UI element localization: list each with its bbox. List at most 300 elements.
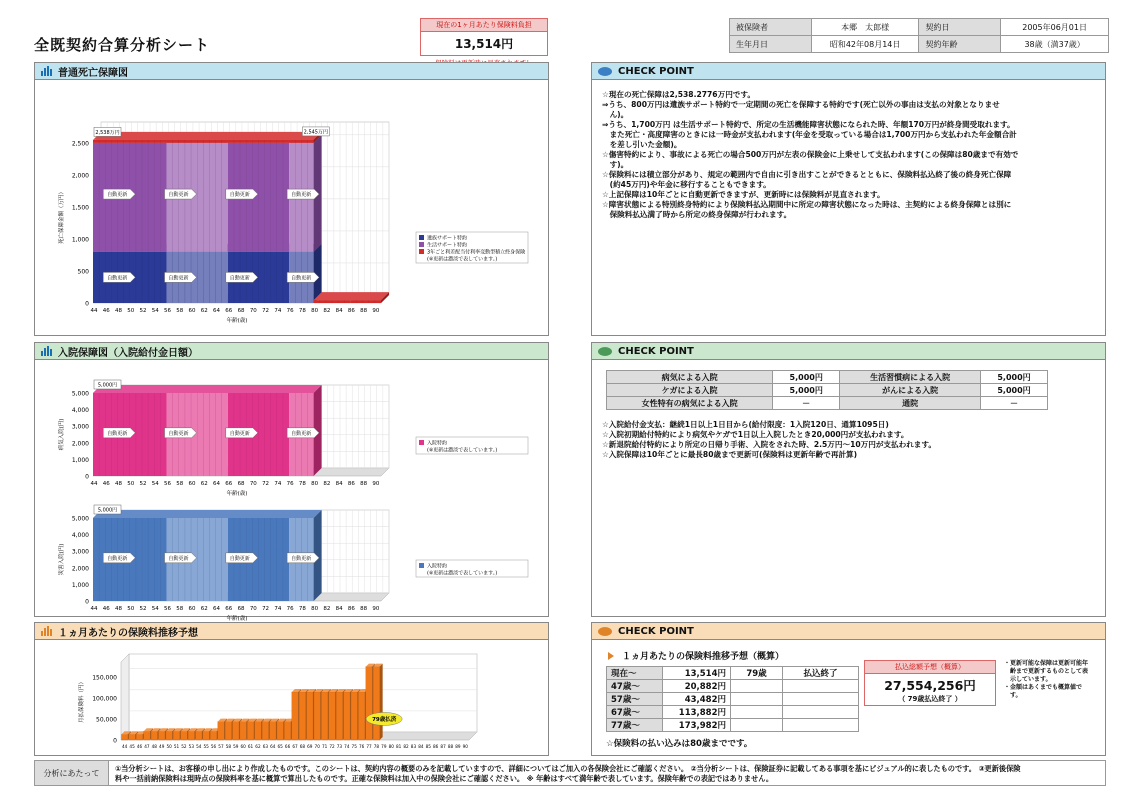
legend-label: 入院特約 — [427, 563, 448, 570]
total-premium-note: （ 79歳払込終了 ） — [898, 695, 962, 703]
x-tick-label: 89 — [455, 744, 461, 749]
premium-bar — [159, 731, 165, 740]
info-value-contract-date: 2005年06月01日 — [1001, 19, 1109, 36]
death-coverage-title: 普通死亡保障図 — [58, 67, 128, 79]
check-point-text-2 — [592, 410, 1105, 460]
forecast-age: 57歳～ — [607, 693, 663, 706]
forecast-end-label — [783, 693, 859, 706]
x-tick-label: 90 — [462, 744, 468, 749]
premium-bar — [277, 722, 283, 740]
y-axis-label: 死亡保障金額（万円） — [59, 188, 65, 245]
x-tick-label: 46 — [102, 481, 110, 487]
forecast-end-age — [731, 706, 783, 719]
total-premium-value: 27,554,256円 — [884, 678, 976, 693]
x-tick-label: 60 — [188, 606, 196, 612]
check-point-icon — [598, 627, 612, 636]
premium-bar — [122, 734, 128, 740]
x-tick-label: 52 — [139, 606, 147, 612]
legend-note: (※更新は濃淡で表しています。) — [427, 570, 498, 577]
x-tick-label: 88 — [360, 308, 368, 314]
x-axis-label: 年齢(歳) — [226, 616, 248, 622]
legend-label: 入院特約 — [427, 440, 448, 447]
renewal-label: 自動更新 — [168, 275, 189, 282]
side-note-line: す。 — [1004, 692, 1022, 699]
premium-bar — [344, 692, 350, 740]
x-tick-label: 62 — [200, 308, 208, 314]
y-tick-label: 500 — [77, 268, 89, 276]
renewal-label: 自動更新 — [168, 430, 189, 437]
x-tick-label: 80 — [311, 606, 319, 612]
x-tick-label: 86 — [347, 481, 355, 487]
info-value-contract-age: 38歳（満37歳） — [1001, 36, 1109, 53]
x-tick-label: 50 — [127, 308, 135, 314]
paid-up-callout-label: 79歳払済 — [372, 717, 397, 724]
x-tick-label: 88 — [360, 606, 368, 612]
table-cell-value: 5,000円 — [981, 371, 1048, 384]
y-tick-label: 100,000 — [92, 695, 117, 703]
accident-hospitalization-chart — [35, 491, 548, 622]
x-tick-label: 70 — [314, 744, 320, 749]
x-tick-label: 78 — [298, 606, 306, 612]
current-premium-label: 現在の1ヶ月あたり保険料負担 — [420, 18, 548, 32]
x-tick-label: 78 — [298, 481, 306, 487]
info-label-birthdate: 生年月日 — [730, 36, 812, 53]
x-tick-label: 46 — [102, 606, 110, 612]
x-tick-label: 53 — [188, 744, 195, 749]
triangle-bullet-icon — [608, 652, 614, 660]
forecast-end-age — [731, 680, 783, 693]
legend-label: 遺族サポート特約 — [427, 235, 468, 242]
x-tick-label: 59 — [233, 744, 239, 749]
x-tick-label: 72 — [329, 744, 335, 749]
premium-bar — [144, 731, 150, 740]
x-tick-label: 87 — [440, 744, 446, 749]
check-point-line: ☆入院初期給付特約により病気やケガで1日以上入院したとき20,000円が支払われます。 — [602, 430, 909, 439]
x-tick-label: 54 — [151, 481, 159, 487]
check-point-line: ☆保険料には積立部分があり、規定の範囲内で自由に引き出すことができるとともに、保険料払込終了後の終身死亡保障 — [602, 170, 1012, 179]
x-tick-label: 55 — [203, 744, 209, 749]
x-tick-label: 64 — [270, 744, 276, 749]
premium-bar — [336, 692, 342, 740]
value-annotation: 5,000円 — [97, 507, 118, 514]
hospitalization-title: 入院保障図（入院給付金日額） — [58, 347, 198, 359]
check-point-line: ☆新退院給付特約により所定の日帰り手術、入院をされた時、2.5万円～10万円が支払われます。 — [602, 440, 936, 449]
bar-chart-icon — [41, 66, 52, 76]
x-tick-label: 64 — [213, 481, 221, 487]
forecast-amount: 43,482円 — [663, 693, 731, 706]
x-tick-label: 76 — [286, 308, 294, 314]
monthly-premium-panel — [34, 622, 549, 756]
death-coverage-header — [35, 63, 548, 80]
x-axis-label: 年齢(歳) — [226, 491, 248, 497]
x-tick-label: 68 — [237, 308, 245, 314]
total-premium-box — [864, 660, 996, 706]
premium-bar — [233, 722, 239, 740]
x-tick-label: 84 — [418, 744, 424, 749]
bar-chart-icon — [41, 346, 52, 356]
premium-bar — [270, 722, 276, 740]
premium-bar — [166, 731, 172, 740]
illness-hospitalization-chart — [35, 360, 548, 497]
y-tick-label: 0 — [85, 300, 89, 308]
footer-line: ①当分析シートは、お客様の申し出により作成したものです。このシートは、契約内容の概要のみを記載していますので、詳細についてはご加入の各保険会社にご確認ください。 ②当分析シートは、保険証券に記載してある事項を基にビジュアル的に表したものです。 ③更新後保険 — [115, 764, 1021, 773]
forecast-end-age: 79歳 — [731, 667, 783, 680]
y-tick-label: 3,000 — [71, 548, 89, 556]
x-tick-label: 73 — [336, 744, 343, 749]
premium-bar — [196, 731, 202, 740]
premium-bar — [218, 722, 224, 740]
series-top-face — [314, 292, 389, 300]
y-axis-label: 災害入院(円) — [59, 543, 65, 576]
check-point-header-1 — [592, 63, 1105, 80]
x-tick-label: 74 — [344, 744, 350, 749]
legend-swatch — [419, 440, 424, 445]
premium-bar — [284, 722, 290, 740]
y-tick-label: 0 — [85, 598, 89, 606]
legend-label: 生活サポート特約 — [427, 242, 468, 249]
x-tick-label: 86 — [347, 308, 355, 314]
info-label-contract-date: 契約日 — [919, 19, 1001, 36]
premium-bar — [307, 692, 313, 740]
x-tick-label: 64 — [213, 606, 221, 612]
y-tick-label: 150,000 — [92, 674, 117, 682]
x-tick-label: 63 — [262, 744, 269, 749]
x-tick-label: 69 — [307, 744, 313, 749]
renewal-label: 自動更新 — [229, 430, 250, 437]
chart-side-wall — [121, 654, 129, 740]
legend-note: (※更新は濃淡で表しています。) — [427, 447, 498, 454]
x-tick-label: 61 — [247, 744, 254, 749]
x-tick-label: 72 — [262, 308, 270, 314]
forecast-end-label — [783, 680, 859, 693]
x-tick-label: 84 — [335, 606, 343, 612]
x-tick-label: 56 — [210, 744, 217, 749]
x-tick-label: 88 — [447, 744, 454, 749]
forecast-end-age — [731, 719, 783, 732]
table-row — [607, 397, 1048, 410]
x-tick-label: 74 — [274, 308, 282, 314]
x-tick-label: 66 — [225, 481, 233, 487]
death-coverage-panel — [34, 62, 549, 336]
x-tick-label: 45 — [129, 744, 135, 749]
y-tick-label: 2,000 — [71, 565, 89, 573]
x-tick-label: 82 — [323, 481, 331, 487]
premium-forecast-subtitle-text: １ヵ月あたりの保険料推移予想（概算） — [622, 652, 785, 662]
renewal-label: 自動更新 — [107, 555, 128, 562]
x-tick-label: 80 — [311, 481, 319, 487]
y-tick-label: 1,500 — [71, 204, 89, 212]
side-note-line: 示しています。 — [1004, 676, 1052, 683]
x-tick-label: 85 — [425, 744, 431, 749]
table-row — [607, 719, 859, 732]
x-tick-label: 65 — [277, 744, 283, 749]
x-tick-label: 48 — [115, 606, 123, 612]
premium-bar — [314, 692, 320, 740]
renewal-label: 自動更新 — [107, 275, 128, 282]
x-tick-label: 44 — [90, 606, 98, 612]
x-tick-label: 58 — [176, 481, 184, 487]
forecast-age: 67歳～ — [607, 706, 663, 719]
x-tick-label: 90 — [372, 481, 380, 487]
monthly-premium-header — [35, 623, 548, 640]
x-tick-label: 90 — [372, 606, 380, 612]
premium-forecast-table — [606, 666, 859, 732]
x-tick-label: 57 — [218, 744, 224, 749]
x-tick-label: 68 — [237, 481, 245, 487]
x-tick-label: 56 — [164, 308, 172, 314]
premium-bar — [262, 722, 268, 740]
premium-footnote: ☆保険料の払い込みは80歳までです。 — [606, 739, 753, 749]
legend-label: 3年ごと利差配当付利率変動型積立終身保険 — [427, 249, 526, 256]
x-tick-label: 72 — [262, 481, 270, 487]
forecast-end-label — [783, 706, 859, 719]
check-point-header-2 — [592, 343, 1105, 360]
x-tick-label: 44 — [90, 308, 98, 314]
forecast-amount: 173,982円 — [663, 719, 731, 732]
side-note-line: ・金額はあくまでも概算値で — [1004, 684, 1083, 691]
table-row — [607, 693, 859, 706]
legend-note: (※更新は濃淡で表しています。) — [427, 256, 498, 263]
check-point-line: ⇒うち、800万円は遺族サポート特約で一定期間の死亡を保障する特約です(死亡以外の事由は支払の対象となりませ — [602, 100, 1000, 109]
premium-bar — [247, 722, 253, 740]
renewal-label: 自動更新 — [168, 555, 189, 562]
y-tick-label: 0 — [113, 737, 117, 745]
renewal-label: 自動更新 — [229, 275, 250, 282]
x-tick-label: 76 — [286, 606, 294, 612]
y-tick-label: 2,000 — [71, 440, 89, 448]
x-tick-label: 86 — [347, 606, 355, 612]
check-point-line: ☆上記保障は10年ごとに自動更新できますが、更新時には保険料が見直されます。 — [602, 190, 885, 199]
forecast-age: 現在～ — [607, 667, 663, 680]
x-tick-label: 60 — [188, 308, 196, 314]
x-tick-label: 72 — [262, 606, 270, 612]
x-tick-label: 48 — [115, 481, 123, 487]
side-note-line: 齢まで更新するものとして表 — [1004, 668, 1089, 675]
premium-bar — [240, 722, 246, 740]
table-row — [607, 706, 859, 719]
premium-bar — [129, 734, 135, 740]
forecast-age: 47歳～ — [607, 680, 663, 693]
x-tick-label: 54 — [196, 744, 202, 749]
total-premium-label: 払込総額予想（概算） — [864, 660, 996, 674]
table-cell-label: 通院 — [840, 397, 981, 410]
renewal-label: 自動更新 — [229, 555, 250, 562]
legend-swatch — [419, 235, 424, 240]
check-point-icon — [598, 347, 612, 356]
x-tick-label: 77 — [366, 744, 372, 749]
x-tick-label: 76 — [286, 481, 294, 487]
x-tick-label: 50 — [166, 744, 172, 749]
total-premium-value-box — [864, 674, 996, 706]
x-tick-label: 70 — [249, 308, 257, 314]
x-tick-label: 78 — [298, 308, 306, 314]
death-coverage-chart — [35, 80, 548, 335]
table-cell-value: 5,000円 — [981, 384, 1048, 397]
premium-bar — [136, 734, 142, 740]
check-point-line: ☆入院給付金支払：継続1日以上1日目から(給付限度：1入院120日、通算1095日) — [602, 420, 889, 429]
x-tick-label: 52 — [181, 744, 187, 749]
table-cell-value: 5,000円 — [773, 384, 840, 397]
premium-bar — [225, 722, 231, 740]
forecast-side-notes — [1004, 660, 1110, 700]
x-tick-label: 48 — [151, 744, 157, 749]
table-row — [607, 667, 859, 680]
x-tick-label: 56 — [164, 481, 172, 487]
y-axis-label: 病気入院(円) — [59, 418, 65, 451]
y-axis-label: 月払保険料（円） — [79, 678, 85, 724]
table-cell-label: 病気による入院 — [607, 371, 773, 384]
premium-bar — [351, 692, 357, 740]
table-row — [730, 19, 1109, 36]
y-tick-label: 2,500 — [71, 140, 89, 148]
y-tick-label: 4,000 — [71, 532, 89, 540]
x-tick-label: 90 — [372, 308, 380, 314]
info-value-birthdate: 昭和42年08月14日 — [811, 36, 919, 53]
x-tick-label: 58 — [176, 308, 184, 314]
renewal-label: 自動更新 — [168, 192, 189, 199]
premium-bar — [181, 731, 187, 740]
premium-bar — [366, 667, 372, 740]
info-value-insured: 本郷 太郎様 — [811, 19, 919, 36]
table-row — [730, 36, 1109, 53]
check-point-title: CHECK POINT — [618, 625, 694, 637]
table-cell-label: ケガによる入院 — [607, 384, 773, 397]
forecast-amount: 113,882円 — [663, 706, 731, 719]
series-top-face — [93, 132, 322, 140]
check-point-line: ☆入院保障は10年ごとに最長80歳まで更新可(保険料は更新年齢で再計算) — [602, 450, 858, 459]
table-cell-label: 生活習慣病による入院 — [840, 371, 981, 384]
table-row — [607, 680, 859, 693]
x-tick-label: 66 — [225, 308, 233, 314]
legend-swatch — [419, 242, 424, 247]
y-tick-label: 50,000 — [96, 716, 117, 724]
legend-swatch — [419, 249, 424, 254]
x-tick-label: 51 — [173, 744, 180, 749]
footer-line: 料や一括前納保険料は現時点の保険料率を基に概算で算出したものです。正確な保険料は加入中の保険会社にご確認ください。 ※ 年齢はすべて満年齢で表しています。保険年齢での表記ではありません。 — [115, 773, 774, 783]
renewal-label: 自動更新 — [229, 192, 250, 199]
check-point-line: ☆障害状態による特別終身特約により保険料払込期間中に所定の障害状態になった時は、主契約による終身保障とは別に — [602, 200, 1012, 209]
premium-bar — [151, 731, 157, 740]
legend-swatch — [419, 563, 424, 568]
y-tick-label: 1,000 — [71, 581, 89, 589]
x-tick-label: 82 — [323, 308, 331, 314]
renewal-label: 自動更新 — [291, 275, 312, 282]
premium-bar — [203, 731, 209, 740]
x-tick-label: 48 — [115, 308, 123, 314]
x-tick-label: 68 — [299, 744, 306, 749]
side-note-line: ・更新可能な保障は更新可能年 — [1004, 660, 1089, 667]
footer-text — [109, 761, 1105, 785]
y-tick-label: 1,000 — [71, 456, 89, 464]
series-top-face — [93, 510, 322, 518]
x-tick-label: 78 — [373, 744, 380, 749]
x-tick-label: 58 — [176, 606, 184, 612]
renewal-label: 自動更新 — [107, 192, 128, 199]
check-point-panel-2 — [591, 342, 1106, 617]
check-point-line: ☆現在の死亡保障は2,538.2776万円です。 — [602, 90, 755, 99]
x-tick-label: 88 — [360, 481, 368, 487]
x-tick-label: 50 — [127, 606, 135, 612]
x-tick-label: 52 — [139, 481, 147, 487]
check-point-title: CHECK POINT — [618, 345, 694, 357]
x-tick-label: 46 — [136, 744, 143, 749]
check-point-panel-1 — [591, 62, 1106, 336]
x-tick-label: 76 — [358, 744, 365, 749]
x-tick-label: 75 — [351, 744, 357, 749]
y-tick-label: 4,000 — [71, 407, 89, 415]
value-annotation: 5,000円 — [97, 382, 118, 389]
x-tick-label: 47 — [144, 744, 150, 749]
x-tick-label: 54 — [151, 606, 159, 612]
check-point-line: を差し引いた金額)。 — [602, 140, 682, 149]
current-premium-box — [420, 18, 548, 67]
premium-bar-side — [380, 664, 383, 740]
table-cell-label: 女性特有の病気による入院 — [607, 397, 773, 410]
x-tick-label: 64 — [213, 308, 221, 314]
bar-chart-icon — [41, 626, 52, 636]
check-point-line: ☆傷害特約により、事故による死亡の場合500万円が左表の保険金に上乗せして支払われます(この保障は80歳まで有効で — [602, 150, 1019, 159]
x-tick-label: 60 — [188, 481, 196, 487]
page-title: 全既契約合算分析シート — [34, 36, 211, 54]
renewal-label: 自動更新 — [107, 430, 128, 437]
value-annotation: 2,545万円 — [303, 129, 329, 136]
check-point-line: す)。 — [602, 160, 629, 169]
check-point-title: CHECK POINT — [618, 65, 694, 77]
x-tick-label: 50 — [127, 481, 135, 487]
renewal-label: 自動更新 — [291, 555, 312, 562]
insured-info-table — [729, 18, 1109, 53]
premium-bar — [292, 692, 298, 740]
x-tick-label: 68 — [237, 606, 245, 612]
x-tick-label: 44 — [90, 481, 98, 487]
premium-bar — [321, 692, 327, 740]
x-tick-label: 79 — [381, 744, 387, 749]
forecast-end-age — [731, 693, 783, 706]
current-premium-value: 13,514円 — [420, 32, 548, 56]
renewal-label: 自動更新 — [291, 192, 312, 199]
x-tick-label: 74 — [274, 606, 282, 612]
y-tick-label: 2,000 — [71, 172, 89, 180]
premium-bar — [329, 692, 335, 740]
x-tick-label: 54 — [151, 308, 159, 314]
table-cell-value: 5,000円 — [773, 371, 840, 384]
x-tick-label: 83 — [410, 744, 417, 749]
check-point-line: ⇒うち、1,700万円 は生活サポート特約で、所定の生活機能障害状態になられた時、年額170万円が終身間受取れます。 — [602, 120, 1015, 129]
y-tick-label: 1,000 — [71, 236, 89, 244]
check-point-line: 保険料払込満了時から所定の終身保障が行われます。 — [602, 210, 792, 219]
footer-label: 分析にあたって — [35, 761, 109, 785]
y-tick-label: 0 — [85, 473, 89, 481]
x-tick-label: 56 — [164, 606, 172, 612]
premium-bar — [210, 731, 216, 740]
x-tick-label: 49 — [159, 744, 165, 749]
x-tick-label: 66 — [284, 744, 291, 749]
check-point-panel-3 — [591, 622, 1106, 756]
series-area — [350, 300, 381, 303]
analysis-notes-footer — [34, 760, 1106, 786]
check-point-line: (約45万円)や年金に移行することもできます。 — [602, 180, 771, 189]
premium-bar — [173, 731, 179, 740]
check-point-line: ん)。 — [602, 110, 629, 119]
value-annotation: 2,538万円 — [95, 129, 120, 136]
y-tick-label: 5,000 — [71, 390, 89, 398]
x-axis-label: 年齢(歳) — [226, 318, 248, 324]
x-tick-label: 86 — [433, 744, 439, 749]
x-tick-label: 60 — [240, 744, 246, 749]
info-label-contract-age: 契約年齢 — [919, 36, 1001, 53]
y-tick-label: 5,000 — [71, 515, 89, 523]
hospital-benefit-table — [606, 370, 1048, 410]
